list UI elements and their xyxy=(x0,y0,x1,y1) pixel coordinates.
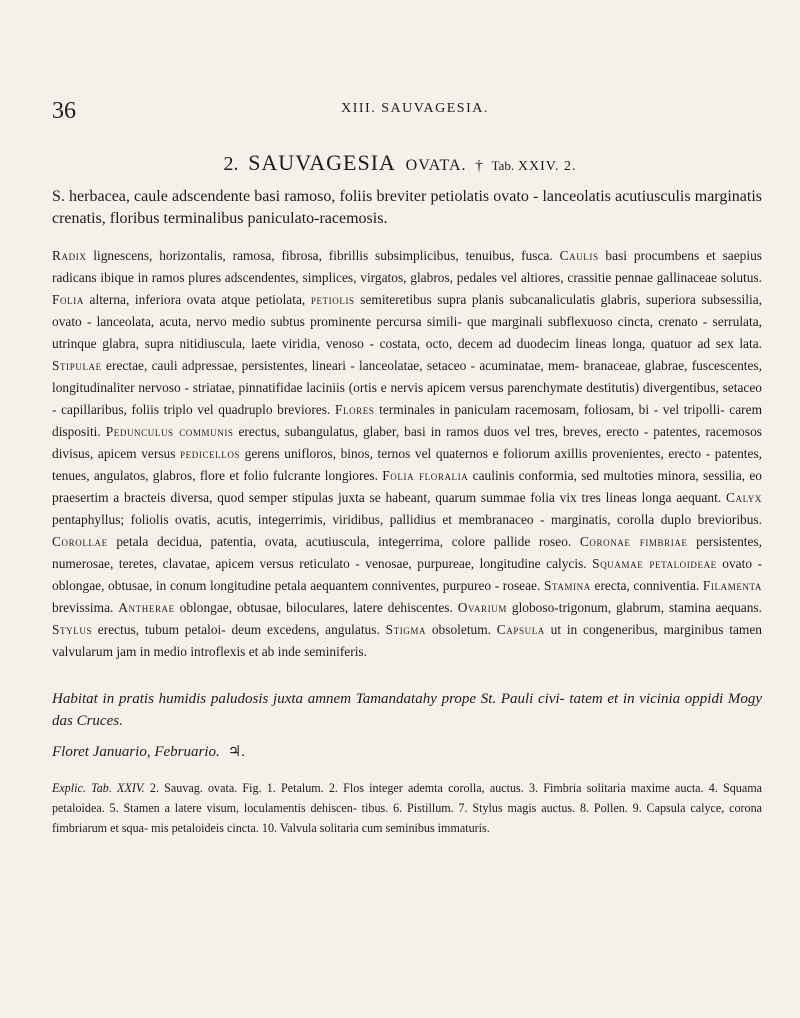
text-stylus: erectus, tubum petaloi- deum excedens, angulatus. xyxy=(92,622,386,637)
habitat-paragraph: Habitat in pratis humidis paludosis juxta amnem Tamandatahy prope St. Pauli civi- tatem et in vicinia oppidi Mogy das Cruces. xyxy=(52,691,762,729)
term-folia-floralia: Folia floralia xyxy=(382,468,469,483)
term-caulis: Caulis xyxy=(559,248,599,263)
text-caulis: basi procumbens et saepius radicans ibique in ramos plures adscendentes, simplices, virgatos, glabros, pedales vel altiores, crassitie pennae gallinaceae solutus. xyxy=(52,248,762,285)
running-head: XIII. SAUVAGESIA. xyxy=(341,101,489,116)
flowering-text: Floret Januario, Februario. xyxy=(52,744,220,760)
text-ovarium: globoso-trigonum, glabrum, stamina aequans. xyxy=(506,600,762,615)
page-number: 36 xyxy=(52,98,76,124)
description-paragraph xyxy=(52,245,762,663)
text-stamina: erecta, conniventia. xyxy=(590,578,703,593)
term-pedunculus: Pedunculus communis xyxy=(105,424,234,439)
term-stamina: Stamina xyxy=(543,578,591,593)
text-folia-floralia: caulinis conformia, sed multoties minora, sessilia, eo praesertim a bracteis diversa, quod semper stipulas juxta se habeant, quarum summae folia vix tres lineas longa aequant. xyxy=(52,468,762,505)
term-petiolis: petiolis xyxy=(310,292,355,307)
flowering-line xyxy=(52,742,762,761)
text-coronae: persistentes, numerosae, teretes, clavatae, apicem versus reticulato - venosae, purpureae, longitudine calycis. xyxy=(52,534,762,571)
term-folia: Folia xyxy=(52,292,84,307)
explic-label: Explic. xyxy=(52,781,86,795)
term-stigma: Stigma xyxy=(385,622,427,637)
text-folia: alterna, inferiora ovata atque petiolata, xyxy=(83,292,311,307)
term-capsula: Capsula xyxy=(496,622,545,637)
term-stylus: Stylus xyxy=(52,622,93,637)
text-stipulae: erectae, cauli adpressae, persistentes, lineari - lanceolatae, setaceo - acuminatae, mem- branaceae, glabrae, fuscescentes, longitudinaliter nervoso - striatae, pinnatifidae laciniis (ortis e nervis apicem versus parenchymate destitutis) divergentibus, setaceo - capillaribus, foliis triplo vel quadruplo breviores. xyxy=(52,358,762,417)
text-corollae: petala decidua, patentia, ovata, acutiuscula, integerrima, colore pallide roseo. xyxy=(107,534,580,549)
text-petiolis: semiteretibus supra planis subcanaliculatis glabris, superiora subsessilia, ovato - lanceolata, acuta, nervo medio subtus prominente percursa simili- que marginali subflexuoso cincta, crenato - serrulata, utrinque glabra, supra nitidiuscula, laete viridia, venoso - costata, octo, decem ad duodecim lineas longa, quatuor ad sex lata. xyxy=(52,292,763,351)
page-header xyxy=(0,98,800,128)
term-ovarium: Ovarium xyxy=(457,600,507,615)
dagger-mark: † xyxy=(475,158,483,174)
text-flores: terminales in paniculam racemosam, foliosam, bi - vel tripolli- carem dispositi. xyxy=(52,402,762,439)
perennial-symbol: ♃. xyxy=(227,744,245,760)
text-stigma: obsoletum. xyxy=(426,622,497,637)
text-radix: lignescens, horizontalis, ramosa, fibrosa, fibrillis subsimplicibus, tenuibus, fusca. xyxy=(86,248,560,263)
text-pedunculus: erectus, subangulatus, glaber, basi in ramos duos vel tres, breves, erecto - patentes, racemosos divisus, apicem versus xyxy=(52,424,762,461)
term-pedicellos: pedicellos xyxy=(180,446,241,461)
term-antherae: Antherae xyxy=(118,600,175,615)
plate-number: XXIV. 2. xyxy=(517,159,577,174)
term-stipulae: Stipulae xyxy=(52,358,102,373)
plate-explanation xyxy=(52,778,762,838)
species-epithet: OVATA. xyxy=(405,157,467,174)
term-filamenta: Filamenta xyxy=(702,578,762,593)
text-pedicellos: gerens unifloros, binos, ternos vel quaternos e foliorum axillis provenientes, erecto - patentes, tenues, angulatos, glabros, flore et folio fulcrante longiores. xyxy=(52,446,762,483)
term-flores: Flores xyxy=(334,402,375,417)
genus-name: SAUVAGESIA xyxy=(248,150,396,175)
diagnosis-paragraph: S. herbacea, caule adscendente basi ramoso, foliis breviter petiolatis ovato - lanceolatis acutiusculis marginatis crenatis, floribus terminalibus paniculato-racemosis. xyxy=(52,188,762,227)
term-corollae: Corollae xyxy=(52,534,108,549)
species-number: 2. xyxy=(223,153,239,175)
species-title xyxy=(0,150,800,176)
text-squamae: ovato - oblongae, obtusae, in conum longitudine petala aequantem conniventes, purpureo - roseae. xyxy=(52,556,762,593)
term-squamae: Squamae petaloideae xyxy=(592,556,717,571)
term-radix: Radix xyxy=(52,248,87,263)
explic-text: 2. Sauvag. ovata. Fig. 1. Petalum. 2. Flos integer ademta corolla, auctus. 3. Fimbria solitaria maxime aucta. 4. Squama petaloidea. 5. Stamen a latere visum, loculamentis dehiscen- tibus. 6. Pistillum. 7. Stylus magis auctus. 8. Pollen. 9. Capsula calyce, corona fimbriarum et squa- mis petaloideis cincta. 10. Valvula solitaria cum seminibus immaturis. xyxy=(52,781,762,835)
text-calyx: pentaphyllus; foliolis ovatis, acutis, integerrimis, viridibus, pallidius et membranaceo - marginatis, corolla duplo brevioribus. xyxy=(52,512,762,527)
explic-tab: Tab. XXIV. xyxy=(91,781,145,795)
text-antherae: oblongae, obtusae, biloculares, latere dehiscentes. xyxy=(174,600,458,615)
term-coronae: Coronae fimbriae xyxy=(579,534,688,549)
text-filamenta: brevissima. xyxy=(52,600,119,615)
plate-label: Tab. xyxy=(491,158,515,173)
term-calyx: Calyx xyxy=(725,490,762,505)
text-capsula: ut in congeneribus, marginibus tamen valvularum jam in medio introflexis et ab inde seminiferis. xyxy=(52,622,762,659)
